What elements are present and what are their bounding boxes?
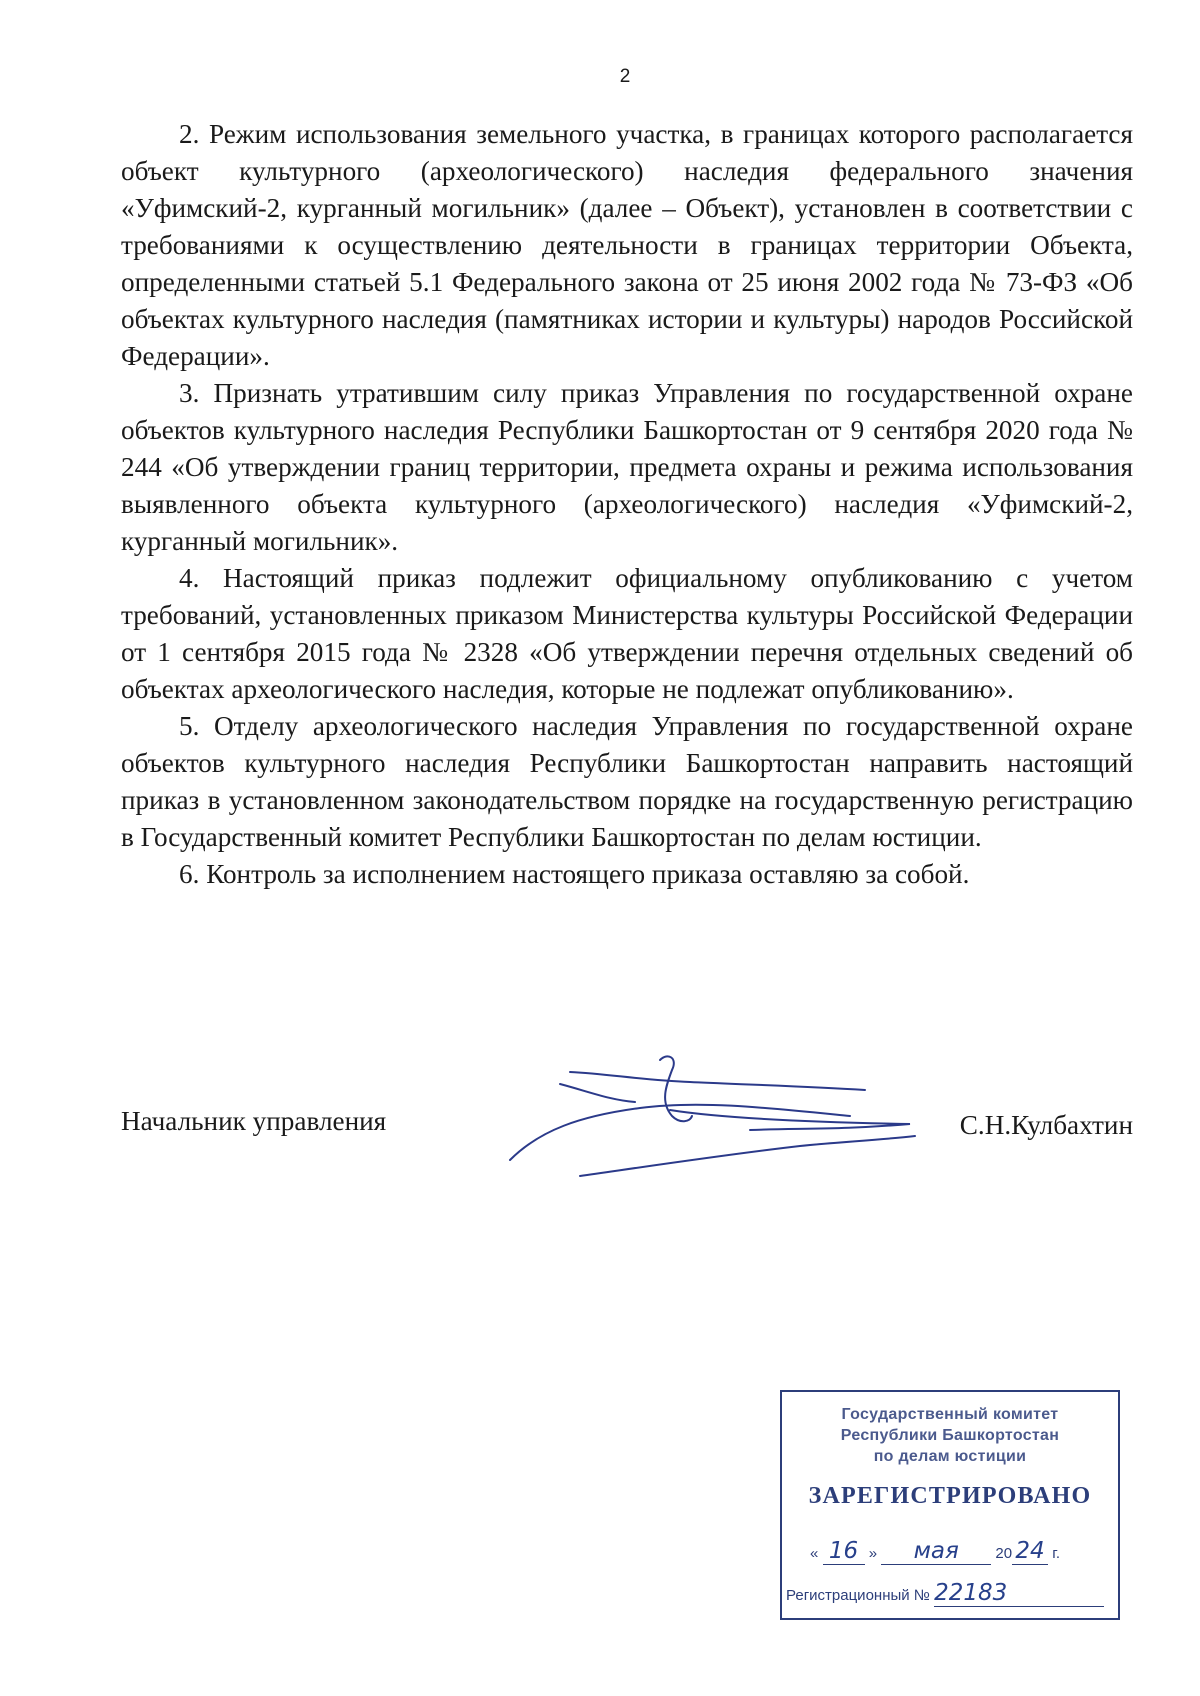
stamp-day-field <box>823 1538 865 1565</box>
signer-name: С.Н.Кулбахтин <box>959 1110 1133 1140</box>
stamp-year-suffix: 24 <box>1015 1538 1045 1564</box>
stamp-month: мая <box>913 1538 959 1564</box>
registration-stamp <box>780 1390 1120 1620</box>
stamp-header-line-2: Республики Башкортостан <box>840 1427 1060 1444</box>
stamp-year-prefix: 20 <box>995 1545 1013 1562</box>
signer-title: Начальник управления <box>121 1106 387 1136</box>
stamp-registered-label: ЗАРЕГИСТРИРОВАНО <box>808 1483 1092 1509</box>
paragraph-2: 2. Режим использования земельного участка, в границах которого располагается объект культурного (археологического) наследия федерального значения «Уфимский-2, курганный могильник» (далее – Объект), установлен в соответствии с требованиями к осуществлению деятельности в границах территории Объекта, определенными статьей 5.1 Федерального закона от 25 июня 2002 года № 73-ФЗ «Об объектах культурного наследия (памятниках истории и культуры) народов Российской Федерации». <box>121 119 1133 371</box>
paragraph-4: 4. Настоящий приказ подлежит официальному опубликованию с учетом требований, установленных приказом Министерства культуры Российской Федерации от 1 сентября 2015 года № 2328 «Об утверждении перечня отдельных сведений об объектах археологического наследия, которые не подлежат опубликованию». <box>121 563 1133 704</box>
document-body <box>121 116 1133 893</box>
stamp-reg-label: Регистрационный № <box>786 1587 930 1604</box>
paragraph-3: 3. Признать утратившим силу приказ Управления по государственной охране объектов культурного наследия Республики Башкортостан от 9 сентября 2020 года № 244 «Об утверждении границ территории, предмета охраны и режима использования выявленного объекта культурного (археологического) наследия «Уфимский-2, курганный могильник». <box>121 378 1133 556</box>
stamp-year-field <box>1012 1538 1048 1565</box>
stamp-header <box>782 1404 1118 1467</box>
stamp-year-unit: г. <box>1052 1545 1061 1562</box>
stamp-open-quote: « <box>810 1545 819 1562</box>
stamp-date <box>810 1538 1060 1565</box>
stamp-registration-number <box>786 1580 1104 1607</box>
handwritten-signature <box>500 1050 940 1180</box>
stamp-month-field <box>881 1538 991 1565</box>
paragraph-6: 6. Контроль за исполнением настоящего приказа оставляю за собой. <box>179 859 970 889</box>
page-number: 2 <box>619 66 631 87</box>
stamp-day: 16 <box>828 1538 859 1564</box>
stamp-close-quote: » <box>868 1545 878 1562</box>
stamp-header-line-3: по делам юстиции <box>873 1448 1027 1465</box>
stamp-reg-field <box>934 1580 1104 1607</box>
stamp-header-line-1: Государственный комитет <box>841 1406 1059 1423</box>
stamp-reg-number: 22183 <box>934 1580 1008 1606</box>
paragraph-5: 5. Отделу археологического наследия Управления по государственной охране объектов культурного наследия Республики Башкортостан направить настоящий приказ в установленном законодательством порядке на государственную регистрацию в Государственный комитет Республики Башкортостан по делам юстиции. <box>121 711 1133 852</box>
